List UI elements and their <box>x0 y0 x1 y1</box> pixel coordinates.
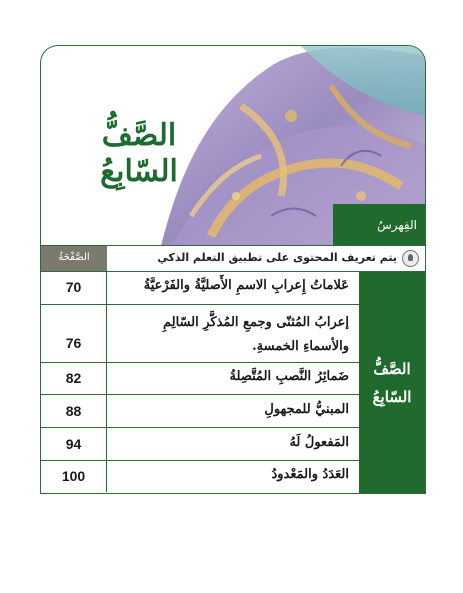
toc-rows <box>41 272 359 493</box>
toc-entry-title <box>107 305 359 362</box>
toc-page-number: 70 <box>41 272 107 304</box>
toc-entry-title-line: والأسماءِ الخمسةِ. <box>252 339 349 354</box>
toc-page-number: 82 <box>41 363 107 394</box>
cover-banner <box>40 45 426 245</box>
toc-row[interactable] <box>41 363 359 395</box>
toc-entry-title-line: المَفعولُ لَهُ <box>289 435 349 450</box>
toc-entry-title-line: المبنيُّ للمجهولِ <box>264 402 349 417</box>
toc-page-number: 100 <box>41 461 107 492</box>
toc-entry-title-line: ضَمائِرُ النَّصبِ المُتَّصِلةُ <box>229 369 349 384</box>
toc-row[interactable] <box>41 395 359 428</box>
toc-entry-title <box>107 428 359 460</box>
toc-page-number: 76 <box>41 305 107 362</box>
toc-row[interactable] <box>41 428 359 461</box>
toc-entry-title <box>107 461 359 492</box>
grade-side-label-line1: الصَّفُّ <box>373 359 411 378</box>
lightbulb-icon <box>402 250 419 267</box>
grade-side-label <box>359 272 425 493</box>
toc-row[interactable] <box>41 461 359 492</box>
toc-entry-title <box>107 395 359 427</box>
grade-title-line2: السّابِعُ <box>100 154 178 189</box>
toc-entry-title <box>107 272 359 304</box>
toc-page-number: 88 <box>41 395 107 427</box>
toc-row[interactable] <box>41 305 359 363</box>
toc-entry-title-line: العَدَدُ والمَعْدودُ <box>271 467 349 482</box>
page-column-header: الصَّفْحَةُ <box>41 246 107 271</box>
index-label: الفِهرسُ <box>333 204 425 245</box>
grade-side-label-line2: السّابِعُ <box>372 387 412 406</box>
info-bar <box>40 245 426 271</box>
toc-row[interactable] <box>41 272 359 305</box>
toc-entry-title <box>107 363 359 394</box>
table-of-contents <box>40 271 426 494</box>
smart-app-notice: يتم تعريف المحتوى على تطبيق التعلم الذكي <box>157 251 397 264</box>
grade-title-line1: الصَّفُّ <box>101 118 177 153</box>
toc-page-number: 94 <box>41 428 107 460</box>
toc-entry-title-line: إعرابُ المُثنّى وجمعِ المُذكَّرِ السّالِمِ <box>162 315 349 330</box>
grade-title <box>69 118 209 190</box>
toc-entry-title-line: عَلاماتُ إِعرابِ الاسمِ الأَصليَّةُ والفَرْعيَّةُ <box>143 278 349 293</box>
